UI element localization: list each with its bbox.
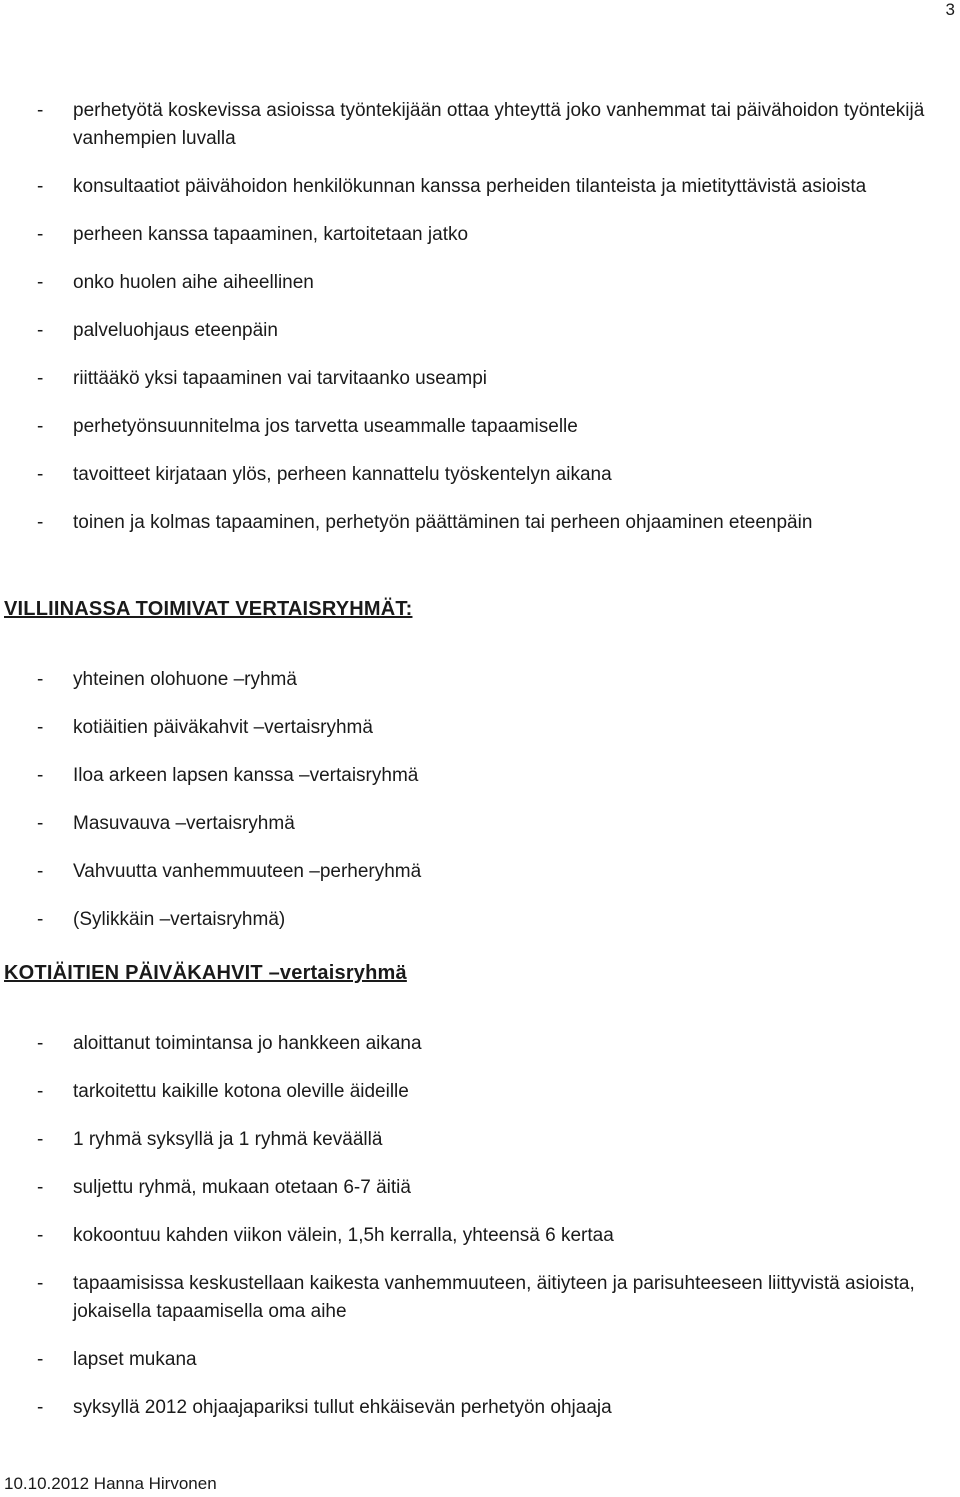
list-item xyxy=(0,714,960,742)
list-item xyxy=(0,906,960,934)
bullet-dash: - xyxy=(37,813,44,834)
list-item xyxy=(0,97,960,153)
list-item xyxy=(0,858,960,886)
bullet-dash: - xyxy=(37,224,44,245)
list-item-text: tavoitteet kirjataan ylös, perheen kannattelu työskentelyn aikana xyxy=(73,464,612,485)
list-item xyxy=(0,461,960,489)
bullet-dash: - xyxy=(37,320,44,341)
list-item xyxy=(0,1222,960,1250)
list-item-text: konsultaatiot päivähoidon henkilökunnan kanssa perheiden tilanteista ja mietityttävistä asioista xyxy=(73,176,867,197)
coffee-group-list xyxy=(0,1030,960,1442)
list-item xyxy=(0,269,960,297)
list-item xyxy=(0,1174,960,1202)
bullet-dash: - xyxy=(37,512,44,533)
list-item xyxy=(0,317,960,345)
list-item-text: 1 ryhmä syksyllä ja 1 ryhmä keväällä xyxy=(73,1129,383,1150)
work-process-list xyxy=(0,97,960,557)
list-item-text: toinen ja kolmas tapaaminen, perhetyön päättäminen tai perheen ohjaaminen eteenpäin xyxy=(73,512,813,533)
list-item-text: syksyllä 2012 ohjaajapariksi tullut ehkäisevän perhetyön ohjaaja xyxy=(73,1397,612,1418)
list-item-text: palveluohjaus eteenpäin xyxy=(73,320,278,341)
bullet-dash: - xyxy=(37,909,44,930)
bullet-dash: - xyxy=(37,1081,44,1102)
bullet-dash: - xyxy=(37,1397,44,1418)
peer-groups-list xyxy=(0,666,960,954)
list-item-text: kotiäitien päiväkahvit –vertaisryhmä xyxy=(73,717,373,738)
list-item-text: Vahvuutta vanhemmuuteen –perheryhmä xyxy=(73,861,422,882)
list-item-text: riittääkö yksi tapaaminen vai tarvitaanko useampi xyxy=(73,368,487,389)
list-item-text: perhetyötä koskevissa asioissa työntekijään ottaa yhteyttä joko vanhemmat tai päivähoidon työntekijä vanhempien luvalla xyxy=(73,100,925,149)
list-item-text: (Sylikkäin –vertaisryhmä) xyxy=(73,909,286,930)
bullet-dash: - xyxy=(37,1273,44,1294)
list-item xyxy=(0,1126,960,1154)
list-item-text: aloittanut toimintansa jo hankkeen aikana xyxy=(73,1033,422,1054)
section-heading: KOTIÄITIEN PÄIVÄKAHVIT –vertaisryhmä xyxy=(4,962,407,984)
bullet-dash: - xyxy=(37,1129,44,1150)
list-item-text: tapaamisissa keskustellaan kaikesta vanhemmuuteen, äitiyteen ja parisuhteeseen liittyvistä asioista, jokaisella tapaamisella oma aihe xyxy=(73,1273,915,1322)
list-item xyxy=(0,1394,960,1422)
section-heading: VILLIINASSA TOIMIVAT VERTAISRYHMÄT: xyxy=(4,598,413,620)
bullet-dash: - xyxy=(37,1177,44,1198)
bullet-dash: - xyxy=(37,669,44,690)
list-item xyxy=(0,1078,960,1106)
bullet-dash: - xyxy=(37,368,44,389)
list-item-text: suljettu ryhmä, mukaan otetaan 6-7 äitiä xyxy=(73,1177,411,1198)
bullet-dash: - xyxy=(37,272,44,293)
list-item xyxy=(0,762,960,790)
bullet-dash: - xyxy=(37,464,44,485)
list-item-text: perhetyönsuunnitelma jos tarvetta useammalle tapaamiselle xyxy=(73,416,578,437)
list-item-text: Masuvauva –vertaisryhmä xyxy=(73,813,295,834)
list-item xyxy=(0,666,960,694)
bullet-dash: - xyxy=(37,1033,44,1054)
list-item-text: perheen kanssa tapaaminen, kartoitetaan jatko xyxy=(73,224,469,245)
list-item-text: Iloa arkeen lapsen kanssa –vertaisryhmä xyxy=(73,765,419,786)
bullet-dash: - xyxy=(37,717,44,738)
list-item-text: kokoontuu kahden viikon välein, 1,5h kerralla, yhteensä 6 kertaa xyxy=(73,1225,614,1246)
bullet-dash: - xyxy=(37,765,44,786)
list-item xyxy=(0,413,960,441)
page-number: 3 xyxy=(945,0,955,19)
list-item xyxy=(0,509,960,537)
list-item xyxy=(0,1270,960,1326)
list-item xyxy=(0,173,960,201)
list-item-text: yhteinen olohuone –ryhmä xyxy=(73,669,297,690)
bullet-dash: - xyxy=(37,100,44,121)
list-item xyxy=(0,810,960,838)
bullet-dash: - xyxy=(37,416,44,437)
list-item xyxy=(0,221,960,249)
bullet-dash: - xyxy=(37,1349,44,1370)
list-item-text: onko huolen aihe aiheellinen xyxy=(73,272,314,293)
bullet-dash: - xyxy=(37,1225,44,1246)
bullet-dash: - xyxy=(37,176,44,197)
footer-author-date: 10.10.2012 Hanna Hirvonen xyxy=(4,1474,217,1493)
list-item-text: lapset mukana xyxy=(73,1349,197,1370)
list-item-text: tarkoitettu kaikille kotona oleville äideille xyxy=(73,1081,409,1102)
list-item xyxy=(0,1346,960,1374)
list-item xyxy=(0,365,960,393)
bullet-dash: - xyxy=(37,861,44,882)
list-item xyxy=(0,1030,960,1058)
